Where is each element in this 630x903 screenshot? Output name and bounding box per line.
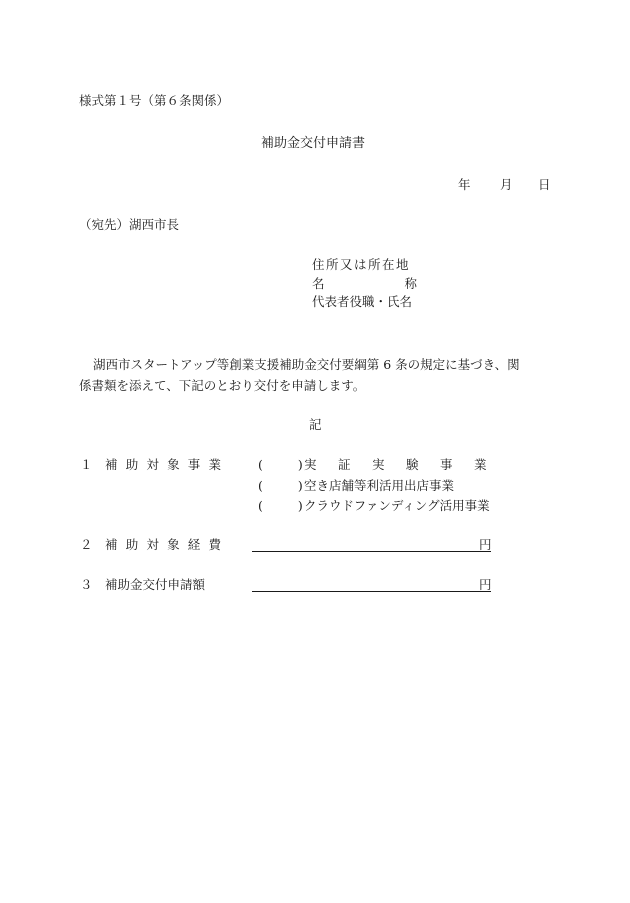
item1-option-2 [258,480,303,493]
item1-label: 補助対象事業 [105,457,230,472]
body-line-2: 係書類を添えて、下記のとおり交付を申請します。 [79,378,366,393]
paren-open: ( [258,457,263,472]
item3-label: 補助金交付申請額 [105,577,206,592]
addressee: （宛先）湖西市長 [79,217,180,232]
date-day: 日 [538,177,551,192]
name-label-char-2: 称 [404,275,417,291]
item1-option-3-text: クラウドファンディング活用事業 [304,498,490,513]
item1-option-3 [258,500,303,513]
item2-unit: 円 [479,537,492,552]
applicant-address-text: 住所又は所在地 [312,257,411,272]
paren-close: ) [297,478,303,493]
ki-label: 記 [309,417,322,432]
item2-number: ２ [80,537,93,552]
item2-label: 補助対象経費 [105,537,230,552]
body-line-1: 湖西市スタートアップ等創業支援補助金交付要綱第 6 条の規定に基づき、関 [93,357,520,372]
item3-amount-line [252,591,491,592]
paren-open: ( [258,498,263,513]
paren-close: ) [297,498,303,513]
item1-number: １ [80,457,93,472]
item3-unit: 円 [479,577,492,592]
paren-close: ) [297,457,303,472]
form-number: 様式第１号（第６条関係） [79,93,230,108]
item1-option-1-text: 実証実験事業 [304,457,509,472]
item1-option-1 [258,459,303,472]
item2-amount-line [252,551,491,552]
form-title: 補助金交付申請書 [261,136,366,151]
applicant-address-label [312,259,417,272]
item1-option-2-text: 空き店舗等利活用出店事業 [304,478,455,493]
item1-option-1-text-box [304,457,509,472]
date-year: 年 [458,177,471,192]
applicant-block [312,259,417,309]
name-label-char-1: 名 [312,275,325,291]
item1-label-box [105,457,230,472]
applicant-representative-label: 代表者役職・氏名 [312,294,413,309]
applicant-name-label [312,275,417,291]
paren-open: ( [258,478,263,493]
item3-number: ３ [80,577,93,592]
date-month: 月 [500,177,513,192]
item2-label-box [105,537,230,552]
